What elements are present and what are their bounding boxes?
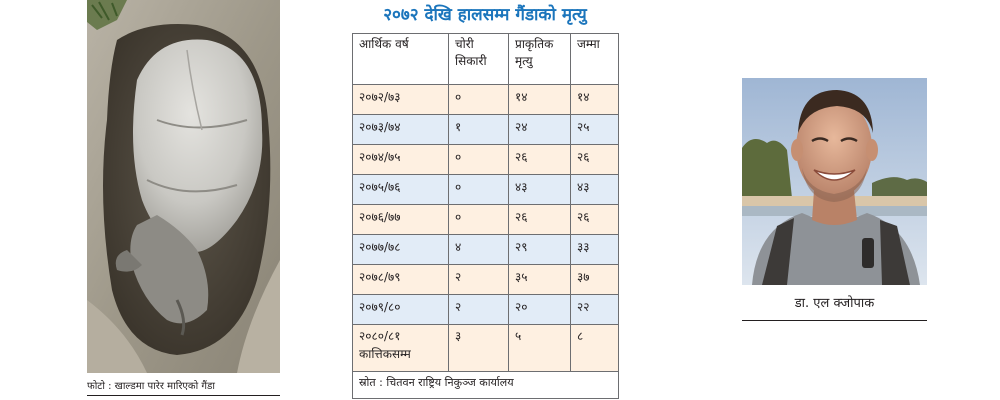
caption-divider xyxy=(87,395,280,396)
cell-natural: ४३ xyxy=(509,175,571,205)
header-poaching: चोरी सिकारी xyxy=(449,34,509,85)
cell-year-note: कात्तिकसम्म xyxy=(359,347,411,361)
photo-caption: फोटो : खाल्डमा पारेर मारिएको गैंडा xyxy=(87,381,215,392)
cell-natural: २९ xyxy=(509,235,571,265)
table-row xyxy=(353,205,619,235)
cell-natural: १४ xyxy=(509,85,571,115)
table-title: २०७२ देखि हालसम्म गैंडाको मृत्यु xyxy=(383,5,587,25)
cell-year: २०७३/७४ xyxy=(353,115,449,145)
cell-poaching: ३ xyxy=(449,325,509,372)
portrait-caption: डा. एल क्जोपाक xyxy=(794,296,875,311)
cell-total: ३७ xyxy=(571,265,619,295)
cell-natural: २४ xyxy=(509,115,571,145)
cell-poaching: २ xyxy=(449,265,509,295)
cell-total: २२ xyxy=(571,295,619,325)
table-row xyxy=(353,115,619,145)
cell-year: २०८०/८१ कात्तिकसम्म xyxy=(353,325,449,372)
header-natural-death: प्राकृतिक मृत्यु xyxy=(509,34,571,85)
portrait-caption-divider xyxy=(742,320,927,321)
cell-poaching: २ xyxy=(449,295,509,325)
cell-poaching: ० xyxy=(449,145,509,175)
cell-year: २०७५/७६ xyxy=(353,175,449,205)
cell-poaching: ० xyxy=(449,175,509,205)
table-row xyxy=(353,325,619,372)
cell-total: ३३ xyxy=(571,235,619,265)
cell-year: २०७८/७९ xyxy=(353,265,449,295)
cell-year: २०७७/७८ xyxy=(353,235,449,265)
rhino-photo-illustration xyxy=(87,0,280,373)
table-source-row xyxy=(353,372,619,399)
cell-year: २०७९/८० xyxy=(353,295,449,325)
rhino-photo xyxy=(87,0,280,373)
cell-total: ८ xyxy=(571,325,619,372)
table-row xyxy=(353,175,619,205)
cell-natural: २० xyxy=(509,295,571,325)
table-source: स्रोत : चितवन राष्ट्रिय निकुञ्ज कार्यालय xyxy=(353,372,619,399)
table-row xyxy=(353,235,619,265)
cell-total: २६ xyxy=(571,145,619,175)
header-total: जम्मा xyxy=(571,34,619,85)
cell-natural: ३५ xyxy=(509,265,571,295)
table-header-row xyxy=(353,34,619,85)
table-row xyxy=(353,85,619,115)
cell-year: २०७४/७५ xyxy=(353,145,449,175)
cell-total: २६ xyxy=(571,205,619,235)
table-row xyxy=(353,145,619,175)
cell-total: १४ xyxy=(571,85,619,115)
cell-total: २५ xyxy=(571,115,619,145)
cell-year: २०७२/७३ xyxy=(353,85,449,115)
cell-poaching: ० xyxy=(449,85,509,115)
cell-natural: २६ xyxy=(509,205,571,235)
cell-total: ४३ xyxy=(571,175,619,205)
rhino-death-table xyxy=(352,33,619,399)
portrait-photo xyxy=(742,78,927,285)
cell-poaching: ० xyxy=(449,205,509,235)
header-fiscal-year: आर्थिक वर्ष xyxy=(353,34,449,85)
cell-year: २०७६/७७ xyxy=(353,205,449,235)
portrait-illustration xyxy=(742,78,927,285)
table-row xyxy=(353,265,619,295)
cell-poaching: ४ xyxy=(449,235,509,265)
table-row xyxy=(353,295,619,325)
cell-natural: २६ xyxy=(509,145,571,175)
cell-poaching: १ xyxy=(449,115,509,145)
cell-natural: ५ xyxy=(509,325,571,372)
